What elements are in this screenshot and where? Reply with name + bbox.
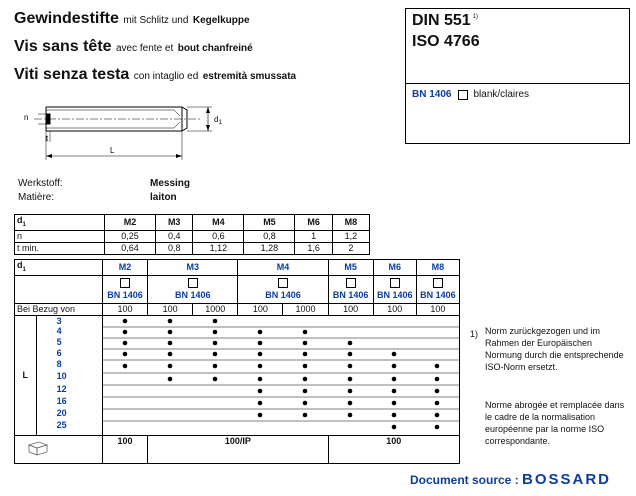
- dimension-row-t: t min. 0,64 0,8 1,12 1,28 1,6 2: [15, 242, 370, 254]
- bn-cell-m2: BN 1406: [102, 275, 147, 303]
- bn-checkbox: [188, 278, 198, 288]
- footnote-number: 1): [470, 329, 479, 339]
- pack-icon: [15, 435, 103, 463]
- bn-cell-m5: BN 1406: [328, 275, 373, 303]
- grid-size-row: $d_1$ M2 M3 M4 M5 M6 M8: [15, 260, 460, 276]
- grid-d1-header: $d_1$: [15, 260, 103, 276]
- bn-cell-m3: BN 1406: [148, 275, 238, 303]
- footnote-de: Norm zurückgezogen und im Rahmen der Europäischen Normung durch die entsprechende ISO-Norm ersetzt.: [485, 326, 624, 372]
- source-label: Document source :: [410, 473, 519, 487]
- label-L: L: [110, 146, 115, 155]
- bn-finish-row: BN 1406 blank/claires: [412, 89, 530, 100]
- bn-checkbox: [346, 278, 356, 288]
- label-n: n: [24, 113, 29, 122]
- bn-checkbox: [390, 278, 400, 288]
- grid-bn-row: [15, 275, 460, 303]
- bn-checkbox: [120, 278, 130, 288]
- dimension-header-row: $d_1$ M2 M3 M4 M5 M6 M8: [15, 215, 370, 231]
- bossard-logo: BOSSARD: [522, 471, 612, 488]
- label-d1: $d_1$: [214, 115, 222, 126]
- length-list: 3 4 5 6 8 10 12 16 20 25: [36, 315, 102, 435]
- material-de-value: Messing: [150, 178, 191, 189]
- grid-lengths-row: L 3 4 5 6 8 10 12 16 20 25: [15, 315, 460, 435]
- material-fr: Matière:: [18, 192, 55, 203]
- d1-header: $d_1$: [15, 215, 105, 231]
- standard-box: [405, 8, 630, 144]
- grid-pack-row: 100 100/IP 100: [15, 435, 460, 463]
- finish-checkbox: [458, 90, 468, 100]
- material-fr-value: laiton: [150, 192, 177, 203]
- footnote-fr: Norme abrogée et remplacée dans le cadre de la normalisation européenne par la norme ISO correspondante.: [485, 400, 625, 446]
- bn-checkbox: [433, 278, 443, 288]
- bn-checkbox: [278, 278, 288, 288]
- dimension-row-n: n 0,25 0,4 0,6 0,8 1 1,2: [15, 230, 370, 242]
- din-standard: DIN 551 $^{1)}$: [412, 12, 479, 29]
- dimension-table: [14, 214, 370, 255]
- set-screw-drawing: [14, 96, 234, 168]
- bn-cell-m4: BN 1406: [238, 275, 328, 303]
- title-it: Viti senza testa con intaglio ed estremità smussata: [14, 66, 297, 83]
- label-t: t: [46, 134, 49, 143]
- bn-cell-m6: BN 1406: [373, 275, 416, 303]
- title-de: Gewindestifte mit Schlitz und Kegelkuppe: [14, 10, 250, 27]
- bn-cell-m8: BN 1406: [416, 275, 459, 303]
- grid-bezug-row: Bei Bezug von 100 100 1000 100 1000 100 100 100: [15, 303, 460, 315]
- availability-dots: [103, 316, 459, 433]
- material-de: Werkstoff:: [18, 178, 63, 189]
- title-fr: Vis sans tête avec fente et bout chanfreiné: [14, 38, 253, 55]
- iso-standard: ISO 4766: [412, 33, 480, 50]
- availability-table: [14, 259, 460, 464]
